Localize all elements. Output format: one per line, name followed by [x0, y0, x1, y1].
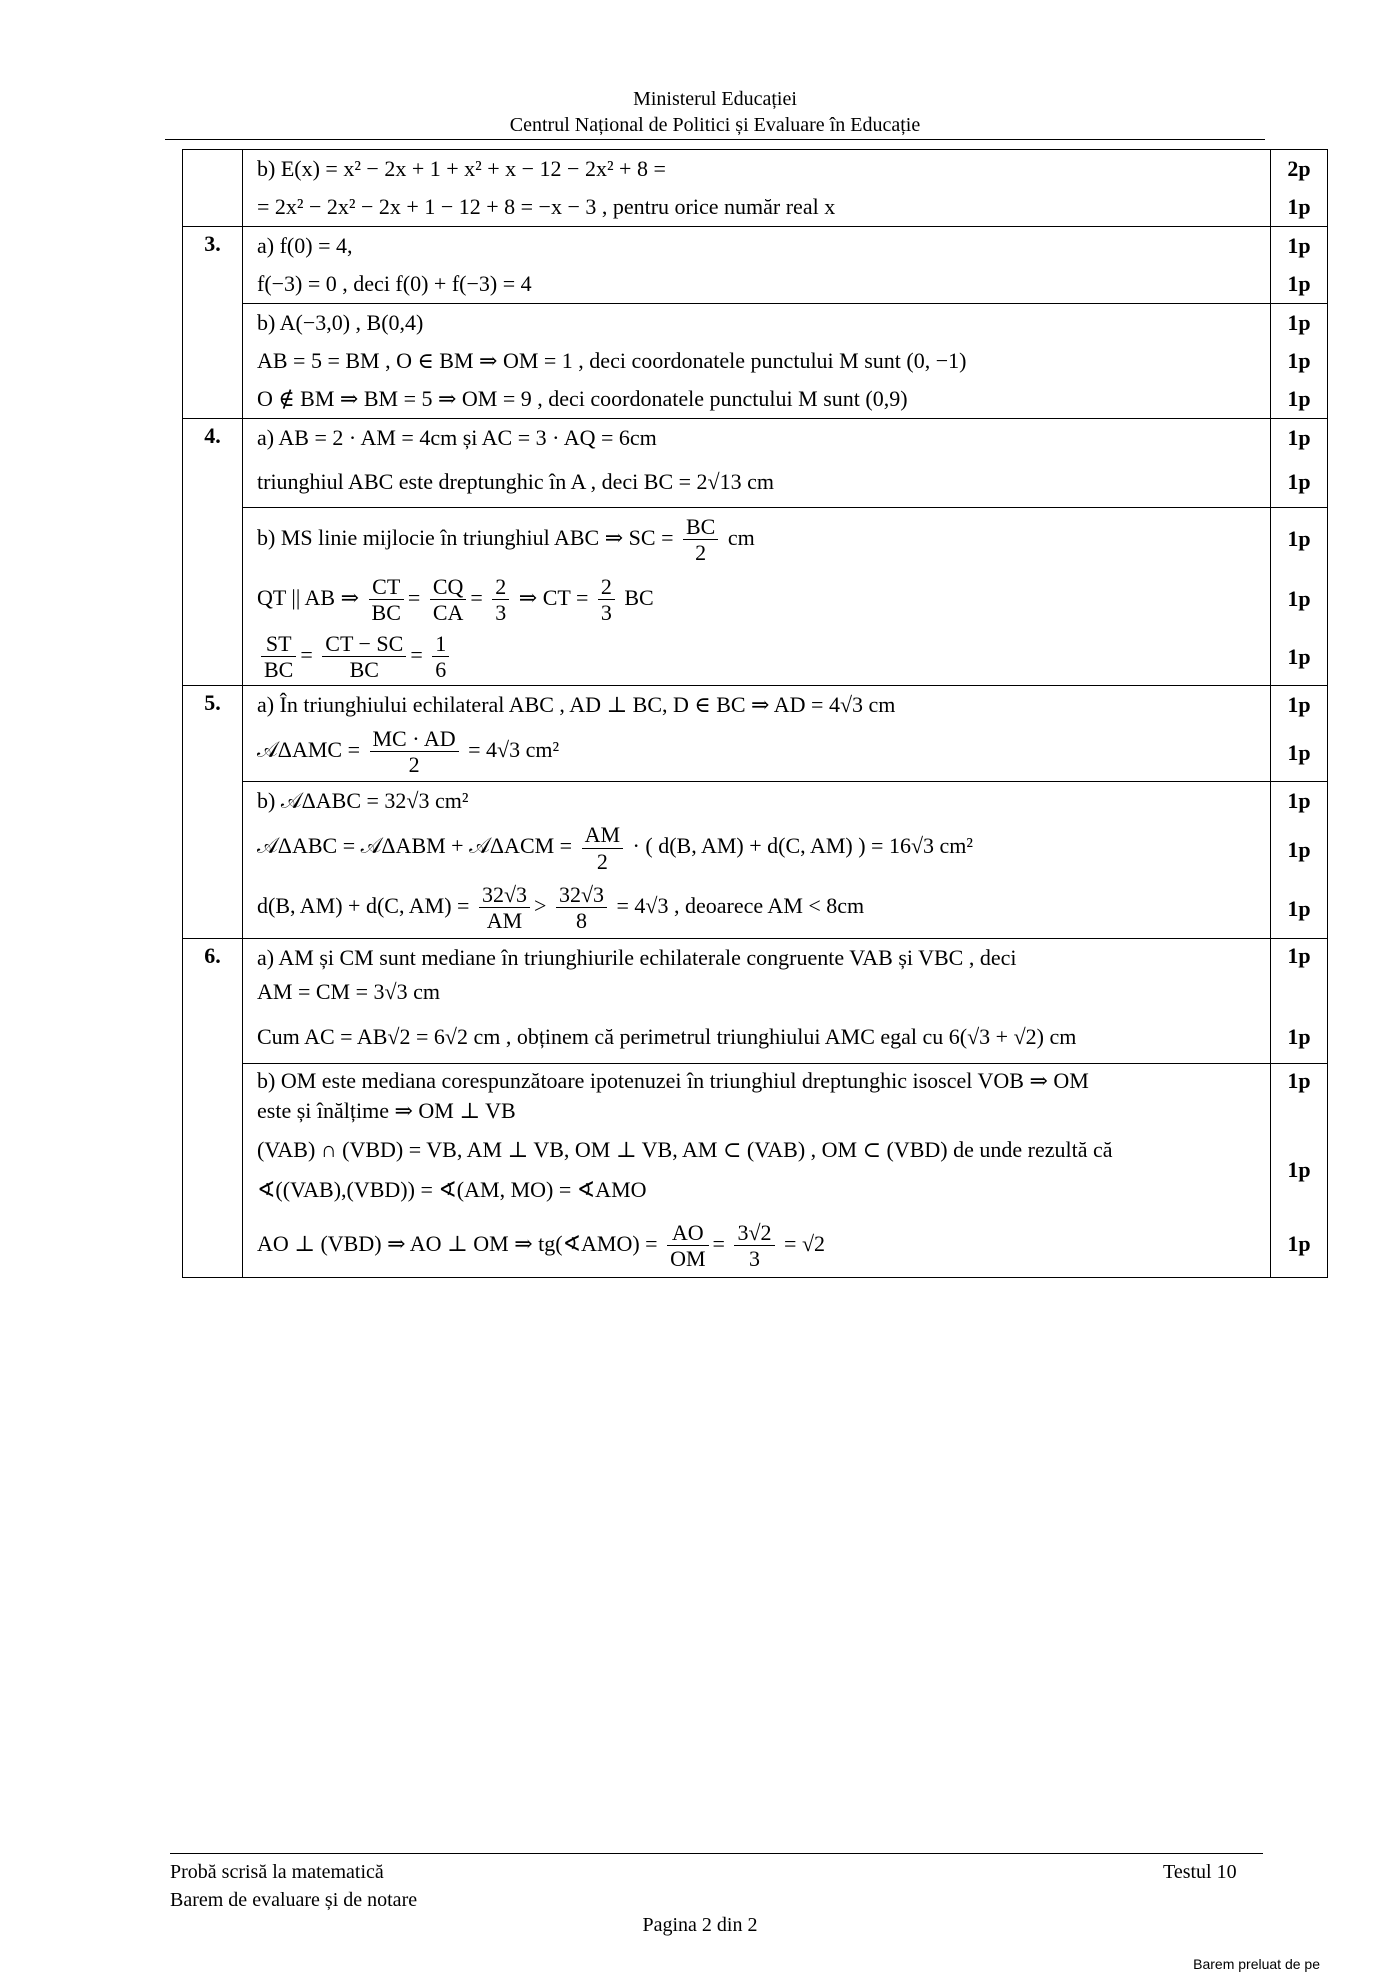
points: 2p [1271, 150, 1328, 189]
points: 1p [1271, 342, 1328, 380]
step: $\frac{ST}{BC}$ = $\frac{CT - SC}{BC}$ = $\frac{1}{6}$ [243, 629, 1271, 685]
step: triunghiul ABC este dreptunghic în A , deci BC = 2√13 cm [243, 457, 1271, 508]
points: 1p [1271, 938, 1328, 1011]
step: AO ⊥ (VBD) ⇒ AO ⊥ OM ⇒ tg(∢AMO) = $\frac{AO}{OM}$ = $\frac{3√2}{3}$ = √2 [243, 1212, 1271, 1278]
item-number: 6. [183, 938, 243, 1011]
points: 1p [1271, 1011, 1328, 1064]
points: 1p [1271, 724, 1328, 782]
step: 𝒜ΔAMC = $\frac{MC \cdot AD}{2}$ = 4√3 cm² [243, 724, 1271, 782]
step: b) OM este mediana corespunzătoare ipotenuzei în triunghiul dreptunghic isoscel VOB ⇒ OM este și înălțime ⇒ OM ⊥ VB [243, 1063, 1271, 1128]
step: b) MS linie mijlocie în triunghiul ABC ⇒ SC = $\frac{BC}{2}$ cm [243, 508, 1271, 570]
step: AB = 5 = BM , O ∈ BM ⇒ OM = 1 , deci coordonatele punctului M sunt (0, −1) [243, 342, 1271, 380]
step: Cum AC = AB√2 = 6√2 cm , obținem că perimetrul triunghiului AMC egal cu 6(√3 + √2) cm [243, 1011, 1271, 1064]
page-number: Pagina 2 din 2 [642, 1914, 758, 1936]
step: QT || AB ⇒ $\frac{CT}{BC}$ = $\frac{CQ}{CA}$ = $\frac{2}{3}$ ⇒ CT = $\frac{2}{3}$ BC [243, 570, 1271, 630]
grading-table [182, 149, 1328, 1278]
step: a) AM și CM sunt mediane în triunghiurile echilaterale congruente VAB și VBC , deci AM = CM = 3√3 cm [243, 938, 1271, 1011]
points: 1p [1271, 782, 1328, 821]
center-name: Centrul Național de Politici și Evaluare în Educație [509, 114, 921, 136]
points: 1p [1271, 1212, 1328, 1278]
points: 1p [1271, 629, 1328, 685]
footer-divider [170, 1853, 1263, 1854]
points: 1p [1271, 880, 1328, 938]
item-number: 3. [183, 227, 243, 266]
step: b) 𝒜ΔABC = 32√3 cm² [243, 782, 1271, 821]
footer-left [170, 1858, 417, 1914]
points: 1p [1271, 380, 1328, 419]
points: 1p [1271, 508, 1328, 570]
step: a) AB = 2 · AM = 4cm și AC = 3 · AQ = 6cm [243, 419, 1271, 458]
item-number: 4. [183, 419, 243, 458]
step: (VAB) ∩ (VBD) = VB, AM ⊥ VB, OM ⊥ VB, AM ⊂ (VAB) , OM ⊂ (VBD) de unde rezultă că ∢((VAB),(VBD)) = ∢(AM, MO) = ∢AMO [243, 1128, 1271, 1212]
points: 1p [1271, 304, 1328, 343]
item-number: 5. [183, 685, 243, 724]
points: 1p [1271, 570, 1328, 630]
item-number [183, 150, 243, 189]
points: 1p [1271, 227, 1328, 266]
step: = 2x² − 2x² − 2x + 1 − 12 + 8 = −x − 3 , pentru orice număr real x [243, 188, 1271, 227]
document-header [165, 86, 1265, 138]
points: 1p [1271, 457, 1328, 508]
points: 1p [1271, 1063, 1328, 1128]
footer-test-name: Testul 10 [1163, 1861, 1237, 1883]
step: O ∉ BM ⇒ BM = 5 ⇒ OM = 9 , deci coordonatele punctului M sunt (0,9) [243, 380, 1271, 419]
step: 𝒜ΔABC = 𝒜ΔABM + 𝒜ΔACM = $\frac{AM}{2}$ · ( d(B, AM) + d(C, AM) ) = 16√3 cm² [243, 820, 1271, 880]
step: b) E(x) = x² − 2x + 1 + x² + x − 12 − 2x² + 8 = [243, 150, 1271, 189]
footer-barem: Barem de evaluare și de notare [170, 1889, 418, 1911]
points: 1p [1271, 820, 1328, 880]
step: f(−3) = 0 , deci f(0) + f(−3) = 4 [243, 265, 1271, 304]
points: 1p [1271, 419, 1328, 458]
points: 1p [1271, 1128, 1328, 1212]
header-divider [165, 139, 1265, 140]
points: 1p [1271, 265, 1328, 304]
step: a) În triunghiului echilateral ABC , AD ⊥ BC, D ∈ BC ⇒ AD = 4√3 cm [243, 685, 1271, 724]
footer-subject: Probă scrisă la matematică [170, 1861, 384, 1883]
step: a) f(0) = 4, [243, 227, 1271, 266]
ministry-name: Ministerul Educației [633, 88, 797, 110]
points: 1p [1271, 685, 1328, 724]
credit-note: Barem preluat de pe [1193, 1956, 1320, 1972]
step: b) A(−3,0) , B(0,4) [243, 304, 1271, 343]
step: d(B, AM) + d(C, AM) = $\frac{32√3}{AM}$ > $\frac{32√3}{8}$ = 4√3 , deoarece AM < 8cm [243, 880, 1271, 938]
points: 1p [1271, 188, 1328, 227]
